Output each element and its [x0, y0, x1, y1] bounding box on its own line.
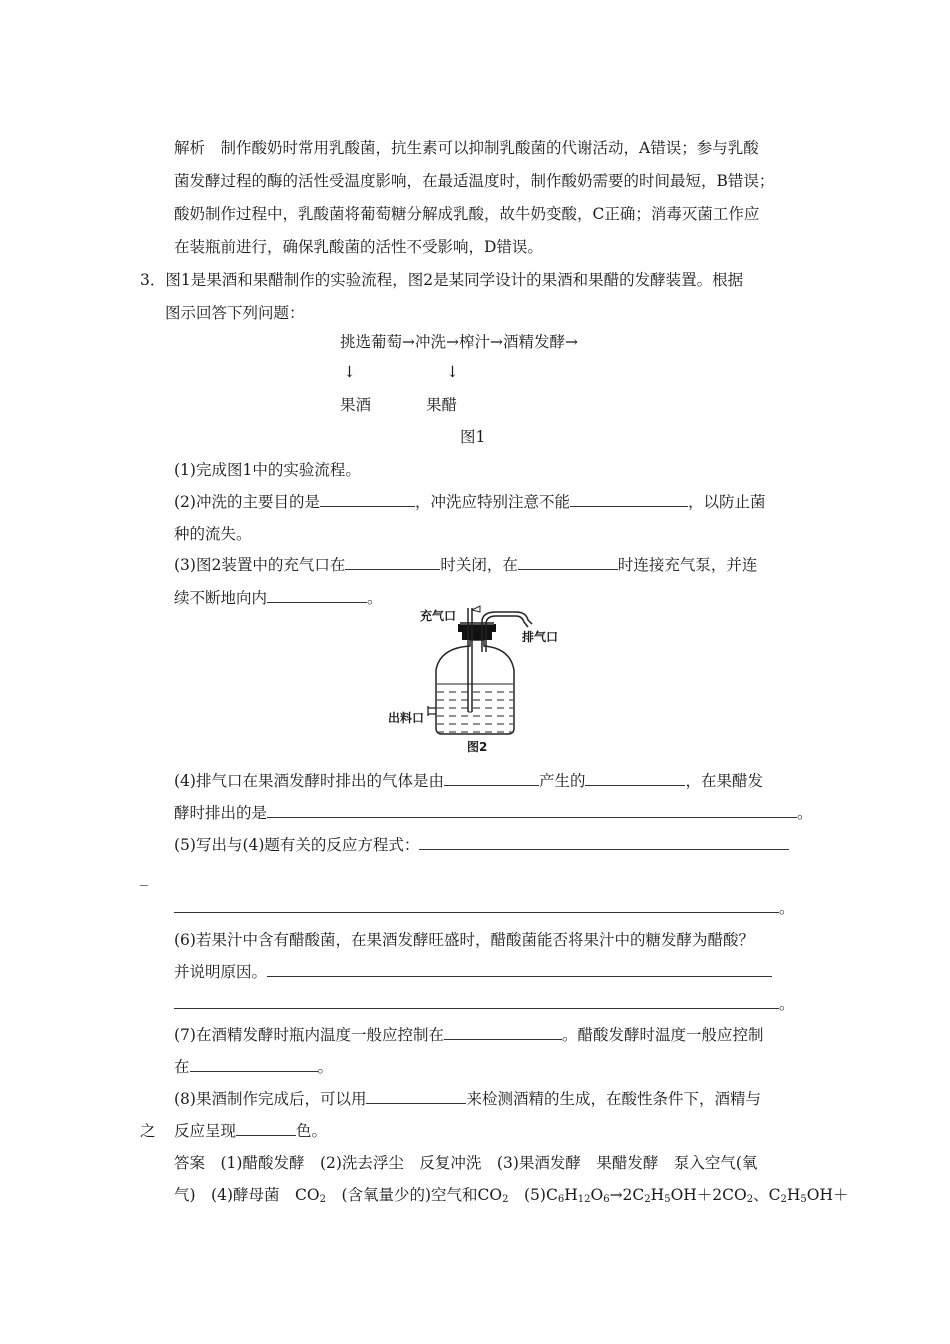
figure2-caption: 图2	[467, 740, 488, 754]
sub-2: 2	[780, 1194, 787, 1205]
analysis-line-2: 菌发酵过程的酶的活性受温度影响，在最适温度时，制作酸奶需要的时间最短，B错误；	[174, 172, 775, 190]
q3-blank-1[interactable]	[345, 555, 440, 570]
q2-text-a: (2)冲洗的主要目的是	[174, 493, 320, 511]
analysis-line-3: 酸奶制作过程中，乳酸菌将葡萄糖分解成乳酸，故牛奶变酸，C正确；消毒灭菌工作应	[174, 205, 760, 223]
q5-dash: _	[140, 868, 148, 886]
question-4-line-1	[174, 771, 763, 791]
q7-blank-1[interactable]	[444, 1025, 562, 1040]
q8-text-a: (8)果酒制作完成后，可以用	[174, 1090, 367, 1108]
flow-product-right: 果醋	[426, 396, 458, 414]
q7-text-c: 在	[174, 1058, 190, 1076]
q8-text-b: 来检测酒精的生成，在酸性条件下，酒精与	[466, 1090, 761, 1108]
question-5-line-3	[174, 898, 795, 918]
fermentation-bottle-icon	[388, 600, 568, 750]
q3-text-b: 时关闭，在	[440, 556, 518, 574]
q5-blank-1[interactable]	[419, 835, 789, 850]
q6-blank-1[interactable]	[267, 962, 772, 977]
flow-product-left: 果酒	[340, 396, 372, 414]
q8-text-e: 色。	[296, 1122, 328, 1140]
q8-blank-2[interactable]	[236, 1121, 296, 1136]
flow-arrow-left: ↓	[343, 363, 356, 381]
outlet-label: 出料口	[388, 711, 425, 725]
question-2-line-1	[174, 492, 766, 512]
q4-text-e: 。	[797, 804, 813, 822]
q3-blank-2[interactable]	[518, 555, 618, 570]
sub-2: 2	[644, 1194, 651, 1205]
q5-end: 。	[779, 899, 795, 917]
q8-blank-1[interactable]	[366, 1089, 466, 1104]
q8-text-c: 之	[140, 1122, 156, 1140]
sub-5: 5	[800, 1194, 807, 1205]
analysis-line-4: 在装瓶前进行，确保乳酸菌的活性不受影响，D错误。	[174, 238, 543, 256]
question-6-line-3	[174, 994, 795, 1014]
question3-stem-line-2: 图示回答下列问题：	[165, 304, 305, 322]
question-6-line-2	[174, 962, 772, 982]
question3-stem-line-1: 3．图1是果酒和果醋制作的实验流程，图2是某同学设计的果酒和果醋的发酵装置。根据	[140, 271, 744, 289]
sub-2: 2	[502, 1194, 509, 1205]
figure2-apparatus	[388, 600, 568, 750]
question-3-line-2	[174, 588, 383, 608]
q2-blank-2[interactable]	[570, 492, 688, 507]
question-3-line-1	[174, 555, 757, 575]
sub-5: 5	[664, 1194, 671, 1205]
question-6-line-1: (6)若果汁中含有醋酸菌，在果酒发酵旺盛时，醋酸菌能否将果汁中的糖发酵为醋酸？	[174, 931, 754, 949]
answer-seg-e: O	[590, 1186, 604, 1204]
answer-seg-c: (5)C	[508, 1186, 558, 1204]
exhaust-label: 排气口	[522, 630, 559, 644]
question-7-line-2	[174, 1057, 333, 1077]
question-8-line-1	[174, 1089, 761, 1109]
q7-text-d: 。	[317, 1058, 334, 1076]
answer-seg-b: (含氧量少的)空气和CO	[325, 1186, 503, 1204]
analysis-line-1: 解析 制作酸奶时常用乳酸菌，抗生素可以抑制乳酸菌的代谢活动，A错误；参与乳酸	[174, 139, 759, 157]
q2-blank-1[interactable]	[320, 492, 415, 507]
answer-line-1: 答案 (1)醋酸发酵 (2)洗去浮尘 反复冲洗 (3)果酒发酵 果醋发酵 泵入空气(氧	[174, 1154, 758, 1172]
q7-text-b: 。醋酸发酵时温度一般应控制	[561, 1026, 764, 1044]
answer-seg-i: 、C	[753, 1186, 781, 1204]
q4-text-c: ，在果醋发	[685, 772, 763, 790]
question-1: (1)完成图1中的实验流程。	[174, 461, 361, 479]
q3-text-d: 续不断地向内	[174, 589, 268, 607]
answer-seg-g: H	[650, 1186, 665, 1204]
question-2-line-2: 种的流失。	[174, 525, 252, 543]
q3-text-a: (3)图2装置中的充气口在	[174, 556, 346, 574]
answer-seg-j: H	[786, 1186, 801, 1204]
q4-blank-1[interactable]	[444, 771, 539, 786]
inlet-label: 充气口	[420, 609, 457, 623]
q7-text-a: (7)在酒精发酵时瓶内温度一般应控制在	[174, 1026, 444, 1044]
question-5-line-1	[174, 835, 789, 855]
flow-arrow-right: ↓	[446, 363, 459, 381]
q4-text-d: 酵时排出的是	[174, 804, 268, 822]
sub-6: 6	[557, 1194, 565, 1205]
q4-text-b: 产生的	[538, 772, 586, 790]
q4-text-a: (4)排气口在果酒发酵时排出的气体是由	[174, 772, 444, 790]
sub-12: 12	[577, 1194, 591, 1205]
sub-2: 2	[319, 1194, 326, 1205]
answer-seg-k: OH＋	[806, 1186, 849, 1204]
q6-end: 。	[779, 995, 795, 1013]
q6-text-b: 并说明原因。	[174, 963, 268, 981]
q3-text-e: 。	[367, 589, 383, 607]
q5-text-a: (5)写出与(4)题有关的反应方程式：	[174, 836, 420, 854]
flow-main: 挑选葡萄→冲洗→榨汁→酒精发酵→	[340, 333, 578, 351]
q2-text-c: ，以防止菌	[687, 493, 766, 511]
q4-blank-2[interactable]	[585, 771, 685, 786]
q7-blank-2[interactable]	[190, 1057, 318, 1072]
question-4-line-2	[174, 803, 813, 823]
q8-text-d: 反应呈现	[174, 1122, 237, 1140]
q3-blank-3[interactable]	[267, 588, 367, 603]
figure1-caption: 图1	[460, 428, 486, 446]
q5-blank-2[interactable]	[174, 898, 779, 913]
q2-text-b: ，冲洗应特别注意不能	[414, 493, 570, 511]
question-8-line-2	[174, 1121, 327, 1141]
sub-6: 6	[603, 1194, 610, 1205]
answer-seg-h: OH＋2CO	[670, 1186, 747, 1204]
answer-seg-a: 气) (4)酵母菌 CO	[174, 1186, 320, 1204]
sub-2: 2	[746, 1194, 754, 1205]
question-7-line-1	[174, 1025, 763, 1045]
answer-seg-f: →2C	[609, 1186, 645, 1204]
answer-seg-d: H	[564, 1186, 578, 1204]
q3-text-c: 时连接充气泵，并连	[617, 556, 758, 574]
answer-line-2	[174, 1185, 848, 1210]
q6-blank-2[interactable]	[174, 994, 779, 1009]
q4-blank-3[interactable]	[267, 803, 797, 818]
